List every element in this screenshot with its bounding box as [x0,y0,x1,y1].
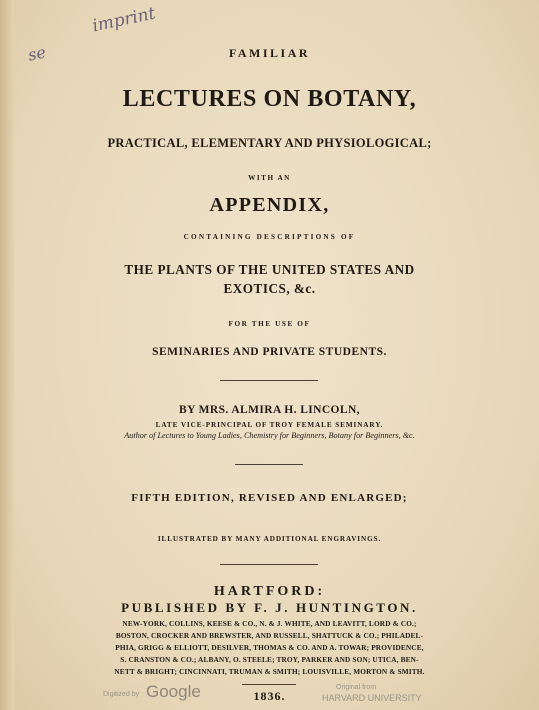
title-main: LECTURES ON BOTANY, [122,86,417,112]
title-for-use: FOR THE USE OF [228,320,311,328]
author-works: Author of Lectures to Young Ladies, Chemistry for Beginners, Botany for Beginners, &c. [124,431,415,440]
watermark-harvard-university: HARVARD UNIVERSITY [322,693,422,703]
publication-year: 1836. [253,689,286,703]
title-plants-line1: THE PLANTS OF THE UNITED STATES AND [124,262,415,277]
divider-rule-2 [235,464,303,465]
title-appendix: APPENDIX, [209,194,330,216]
watermark-original-from: Original from [336,684,377,691]
watermark-digitized-by: Digitized by [103,691,140,698]
handwritten-note-imprint: imprint [90,3,158,37]
edition-illustrated: ILLUSTRATED BY MANY ADDITIONAL ENGRAVINGS. [157,535,382,543]
publisher-agents-line4: S. CRANSTON & CO.; ALBANY, O. STEELE; TROY, PARKER AND SON; UTICA, BEN- [120,655,419,664]
edition-text: FIFTH EDITION, REVISED AND ENLARGED; [131,492,408,504]
watermark-google-logo: Google [146,682,201,701]
publisher-city: HARTFORD: [213,584,326,599]
publisher-agents-line1: NEW-YORK, COLLINS, KEESE & CO., N. & J. WHITE, AND LEAVITT, LORD & CO.; [122,619,417,628]
title-familiar: FAMILIAR [228,46,311,60]
title-subtitle: PRACTICAL, ELEMENTARY AND PHYSIOLOGICAL; [107,136,432,150]
publisher-agents-line3: PHIA, GRIGG & ELLIOTT, DESILVER, THOMAS & CO. AND A. TOWAR; PROVIDENCE, [115,643,424,652]
divider-rule-3 [220,564,318,565]
title-containing: CONTAINING DESCRIPTIONS OF [183,233,356,241]
publisher-agents-line2: BOSTON, CROCKER AND BREWSTER, AND RUSSELL, SHATTUCK & CO.; PHILADEL- [115,631,424,640]
author-by-line: BY MRS. ALMIRA H. LINCOLN, [179,404,360,416]
publisher-published-by: PUBLISHED BY F. J. HUNTINGTON. [121,600,418,615]
title-seminaries: SEMINARIES AND PRIVATE STUDENTS. [152,346,387,358]
author-position: LATE VICE-PRINCIPAL OF TROY FEMALE SEMINARY. [155,421,384,429]
divider-rule-4 [242,684,296,685]
title-with-an: WITH AN [248,174,291,182]
title-plants-line2: EXOTICS, &c. [223,281,316,296]
divider-rule-1 [220,380,318,381]
handwritten-note-left: se [26,42,48,65]
publisher-agents-line5: NETT & BRIGHT; CINCINNATI, TRUMAN & SMITH; LOUISVILLE, MORTON & SMITH. [114,667,425,676]
